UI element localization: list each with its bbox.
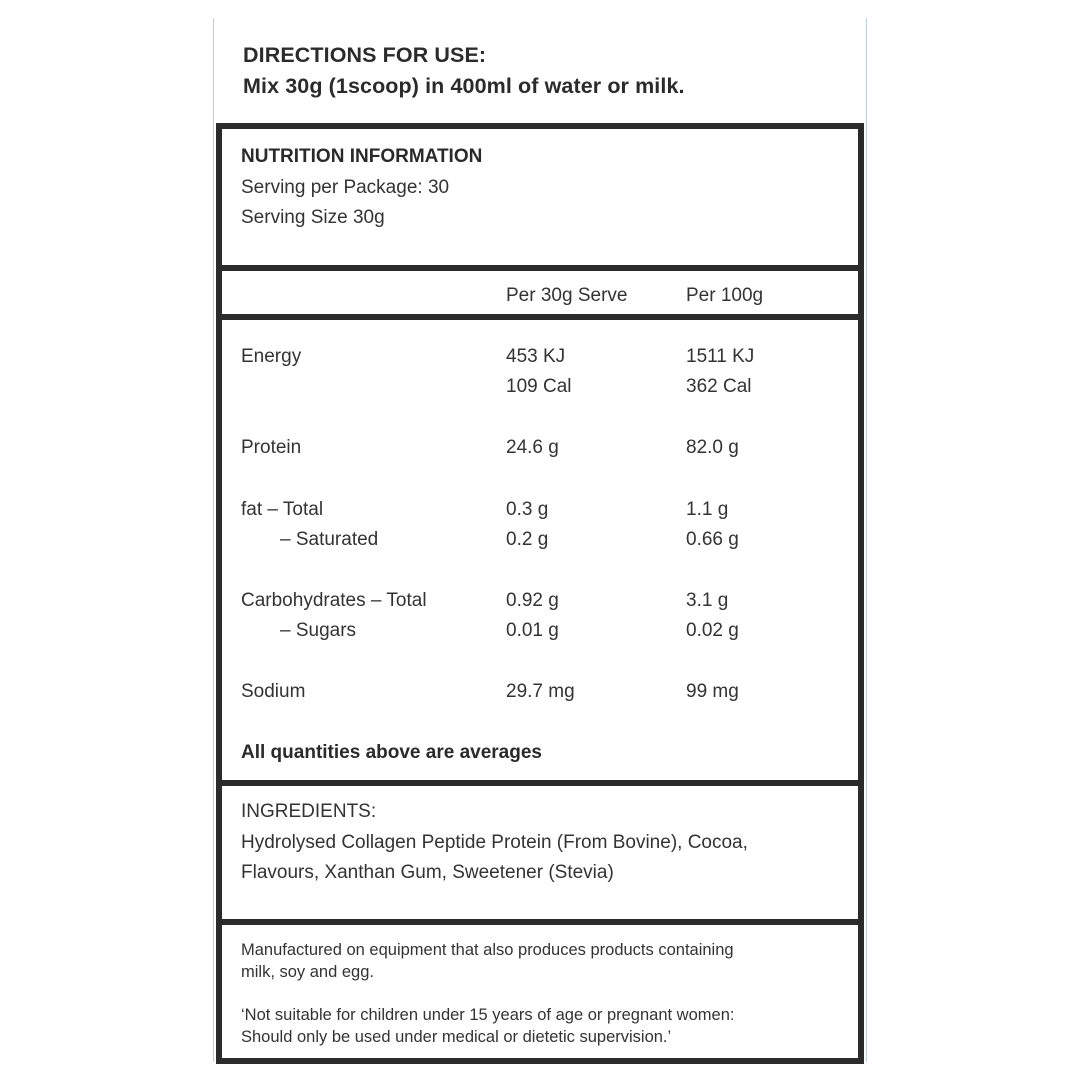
row-label-fat-saturated: – Saturated [280, 529, 379, 550]
column-header-per-serve: Per 30g Serve [506, 285, 628, 306]
row-label-carbs-sugars: – Sugars [280, 620, 357, 641]
row-label-energy: Energy [241, 346, 302, 367]
carbs-sugars-per-serve: 0.01 g [506, 620, 559, 641]
divider-warnings [216, 919, 864, 925]
energy-per-100g-kj: 1511 KJ [686, 346, 755, 367]
ingredients-line-1: Hydrolysed Collagen Peptide Protein (From Bovine), Cocoa, [241, 832, 748, 853]
nutrition-title: NUTRITION INFORMATION [241, 146, 483, 167]
row-label-carbs-total: Carbohydrates – Total [241, 590, 427, 611]
protein-per-100g: 82.0 g [686, 437, 739, 458]
energy-per-100g-cal: 362 Cal [686, 376, 752, 397]
allergen-line-1: Manufactured on equipment that also produces products containing [241, 941, 734, 959]
row-label-fat-total: fat – Total [241, 499, 324, 520]
serving-size: Serving Size 30g [241, 207, 385, 228]
ingredients-heading: INGREDIENTS: [241, 801, 377, 822]
energy-per-serve-cal: 109 Cal [506, 376, 572, 397]
fat-total-per-100g: 1.1 g [686, 499, 729, 520]
divider-header [216, 265, 864, 271]
carbs-total-per-100g: 3.1 g [686, 590, 729, 611]
suitability-line-1: ‘Not suitable for children under 15 years of age or pregnant women: [241, 1006, 735, 1024]
divider-ingredients [216, 780, 864, 786]
ingredients-line-2: Flavours, Xanthan Gum, Sweetener (Stevia) [241, 862, 614, 883]
directions-heading: DIRECTIONS FOR USE: [243, 43, 487, 67]
servings-per-package: Serving per Package: 30 [241, 177, 450, 198]
column-header-per-100g: Per 100g [686, 285, 764, 306]
allergen-line-2: milk, soy and egg. [241, 963, 374, 981]
fat-total-per-serve: 0.3 g [506, 499, 549, 520]
row-label-protein: Protein [241, 437, 302, 458]
sodium-per-serve: 29.7 mg [506, 681, 575, 702]
protein-per-serve: 24.6 g [506, 437, 559, 458]
energy-per-serve-kj: 453 KJ [506, 346, 566, 367]
suitability-line-2: Should only be used under medical or dietetic supervision.’ [241, 1028, 672, 1046]
divider-columns [216, 314, 864, 320]
averages-note: All quantities above are averages [241, 742, 542, 763]
directions-text: Mix 30g (1scoop) in 400ml of water or milk. [243, 74, 685, 98]
directions-section [243, 40, 685, 102]
sodium-per-100g: 99 mg [686, 681, 739, 702]
fat-saturated-per-serve: 0.2 g [506, 529, 549, 550]
row-label-sodium: Sodium [241, 681, 306, 702]
fat-saturated-per-100g: 0.66 g [686, 529, 739, 550]
carbs-total-per-serve: 0.92 g [506, 590, 559, 611]
carbs-sugars-per-100g: 0.02 g [686, 620, 739, 641]
